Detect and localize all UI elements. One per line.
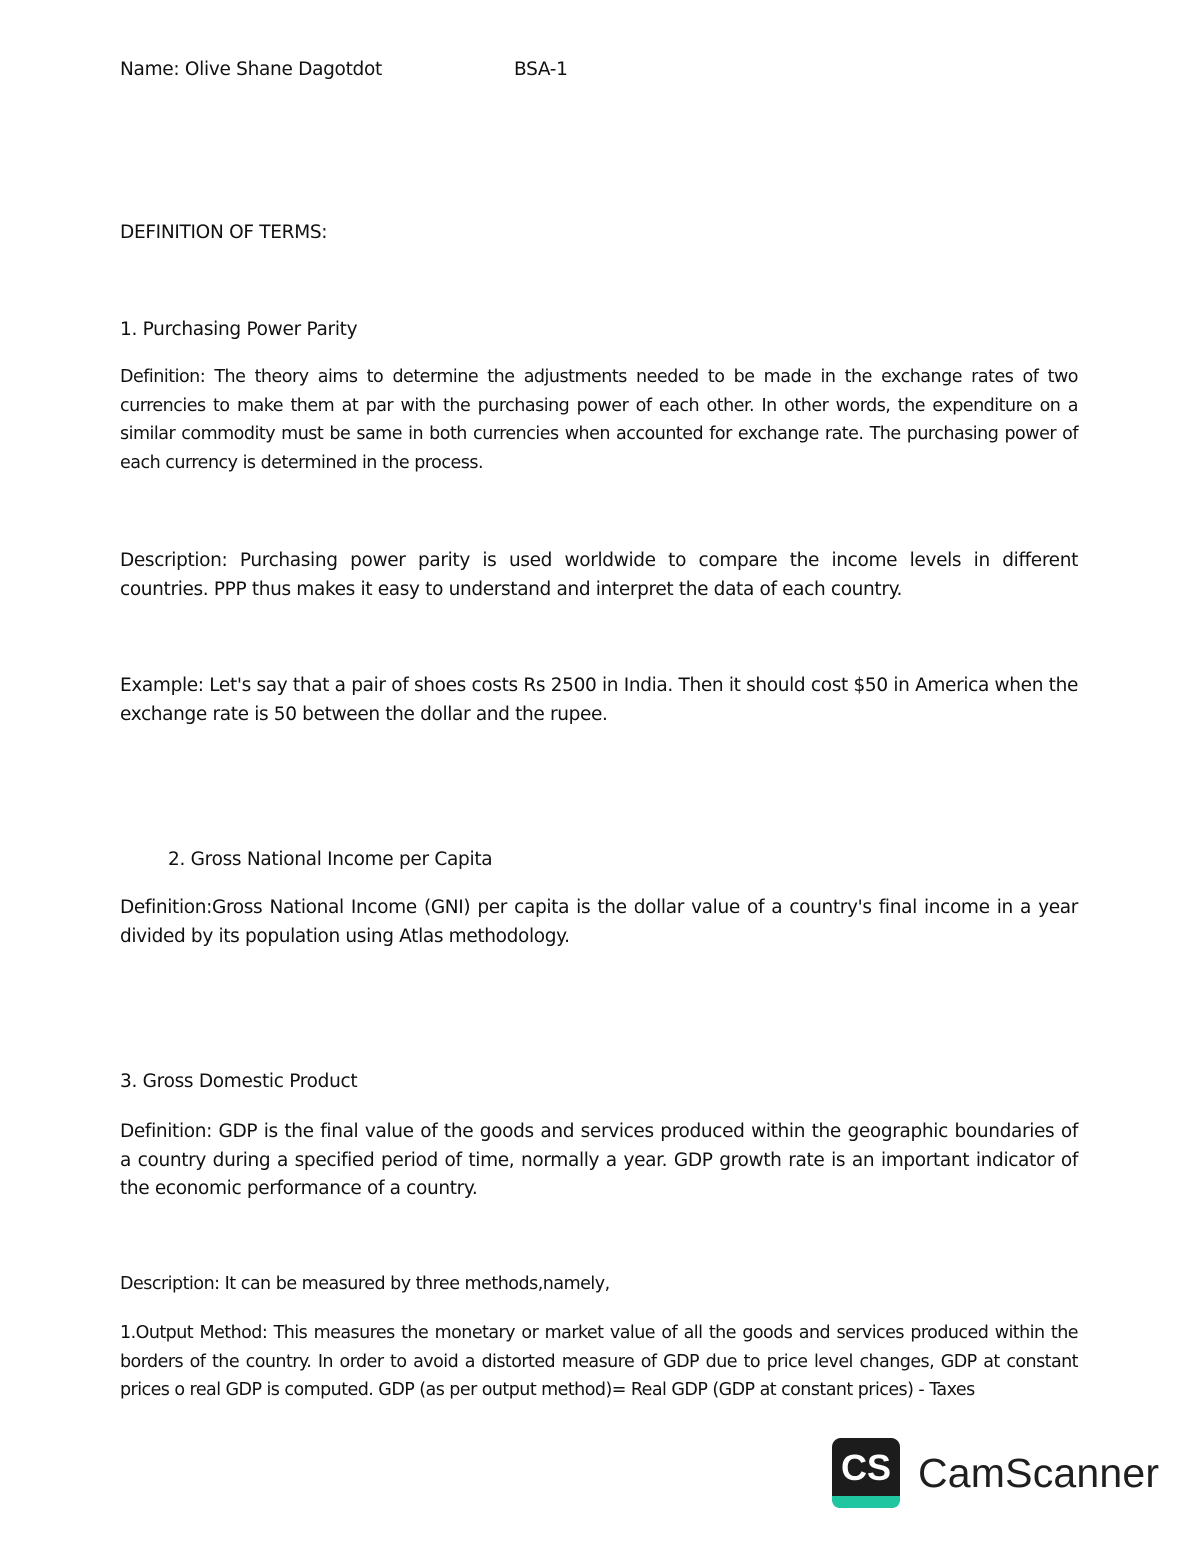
term-description-ppp: Description: Purchasing power parity is used worldwide to compare the income levels in different countries. PPP thus makes it easy to understand and interpret the data of each country. <box>120 550 1078 600</box>
term-title-gni: 2. Gross National Income per Capita <box>168 849 493 870</box>
term-definition-ppp: Definition: The theory aims to determine the adjustments needed to be made in the exchange rates of two currencies to make them at par with the purchasing power of each other. In other words, the expenditure on a similar commodity must be same in both currencies when accounted for exchange rate. The purchasing power of each currency is determined in the process. <box>120 367 1078 473</box>
term-title-gdp: 3. Gross Domestic Product <box>120 1071 358 1092</box>
term-output-method-gdp: 1.Output Method: This measures the monetary or market value of all the goods and services produced within the borders of the country. In order to avoid a distorted measure of GDP due to price level changes, GDP at constant prices o real GDP is computed. GDP (as per output method)= Real GDP (GDP at constant prices) - Taxes <box>120 1323 1078 1400</box>
term-title-ppp: 1. Purchasing Power Parity <box>120 319 358 340</box>
camscanner-brand: CamScanner <box>918 1450 1160 1496</box>
term-example-ppp: Example: Let's say that a pair of shoes costs Rs 2500 in India. Then it should cost $50 in America when the exchange rate is 50 between the dollar and the rupee. <box>120 675 1078 725</box>
student-section: BSA-1 <box>514 59 568 80</box>
student-name: Name: Olive Shane Dagotdot <box>120 59 382 80</box>
camscanner-logo-icon <box>832 1438 900 1508</box>
term-definition-gni: Definition:Gross National Income (GNI) per capita is the dollar value of a country's final income in a year divided by its population using Atlas methodology. <box>120 897 1078 947</box>
page-heading: DEFINITION OF TERMS: <box>120 222 328 243</box>
logo-text: CS <box>840 1447 892 1488</box>
term-description-gdp: Description: It can be measured by three methods,namely, <box>120 1274 610 1294</box>
term-definition-gdp: Definition: GDP is the final value of the goods and services produced within the geographic boundaries of a country during a specified period of time, normally a year. GDP growth rate is an important indicator of the economic performance of a country. <box>120 1121 1078 1199</box>
logo-accent-strip <box>832 1496 900 1508</box>
